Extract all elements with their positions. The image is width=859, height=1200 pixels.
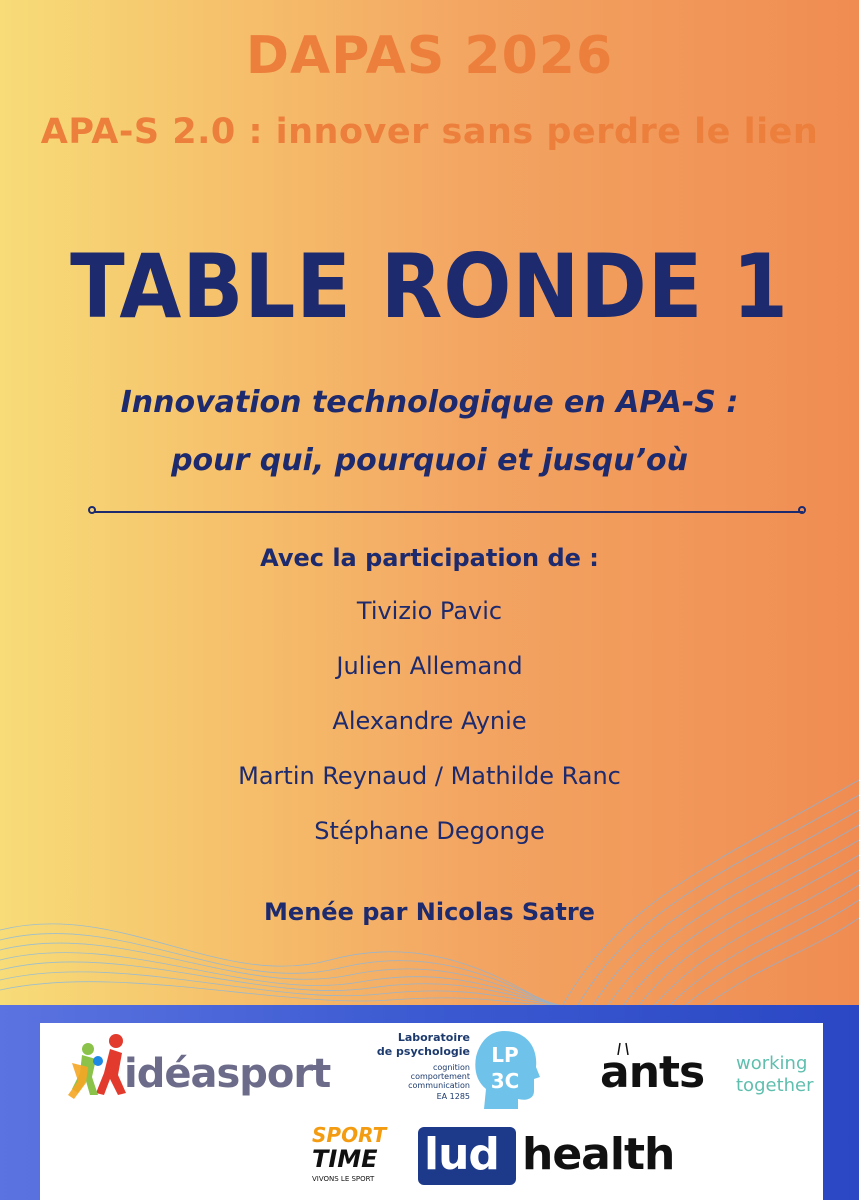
round-table-title: TABLE RONDE 1 [70, 235, 789, 338]
lp3c-badge-bottom: 3C [490, 1069, 520, 1093]
ants-text: ants [600, 1047, 705, 1098]
ludhealth-health: health [522, 1129, 675, 1180]
logo-panel [40, 1023, 823, 1200]
sponsor-footer [0, 1005, 859, 1200]
lp3c-line: cognition [433, 1063, 470, 1072]
ants-tag-line-2: together [736, 1075, 814, 1096]
sporttime-bottom: TIME [312, 1145, 378, 1173]
sporttime-logo [312, 1123, 402, 1193]
divider-dot-icon [798, 506, 806, 514]
participant-name: Julien Allemand [336, 652, 523, 680]
divider [95, 511, 803, 513]
ideasport-text: idéasport [124, 1051, 331, 1097]
event-subtitle: APA-S 2.0 : innover sans perdre le lien [40, 112, 819, 152]
ideasport-logo [68, 1033, 331, 1105]
lp3c-title: Laboratoire [397, 1031, 470, 1044]
divider-dot-icon [88, 506, 96, 514]
event-title: DAPAS 2026 [245, 26, 614, 86]
lp3c-code: EA 1285 [436, 1092, 470, 1101]
participant-name: Tivizio Pavic [356, 597, 503, 625]
lp3c-line: communication [408, 1081, 470, 1090]
lp3c-badge-top: LP [491, 1043, 519, 1067]
ants-logo [600, 1041, 822, 1101]
lp3c-subtitle: de psychologie [376, 1045, 470, 1058]
theme-line-1: Innovation technologique en APA-S : [120, 385, 739, 420]
sporttime-tag: VIVONS LE SPORT [312, 1175, 375, 1183]
ants-tag-line-1: working [736, 1053, 808, 1074]
moderator: Menée par Nicolas Satre [264, 898, 595, 926]
lp3c-line: comportement [410, 1072, 470, 1081]
sporttime-top: SPORT [312, 1123, 387, 1147]
athletes-icon [68, 1033, 128, 1105]
lp3c-logo [370, 1029, 540, 1114]
participant-name: Stéphane Degonge [314, 817, 545, 845]
ludhealth-lud: lud [424, 1129, 499, 1180]
participant-name: Alexandre Aynie [332, 707, 527, 735]
theme-line-2: pour qui, pourquoi et jusqu’où [171, 443, 688, 478]
participants-label: Avec la participation de : [260, 544, 599, 572]
participant-name: Martin Reynaud / Mathilde Ranc [238, 762, 621, 790]
ludhealth-logo [418, 1127, 678, 1189]
